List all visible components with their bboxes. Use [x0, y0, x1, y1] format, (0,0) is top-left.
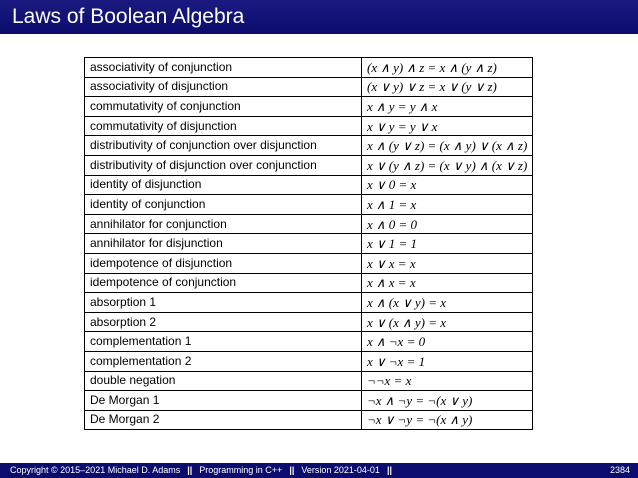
- law-row: [85, 214, 533, 234]
- law-row: [85, 77, 533, 97]
- law-formula: x ∨ 0 = x: [362, 175, 533, 195]
- footer-separator: ||: [187, 465, 193, 475]
- footer-separator: ||: [289, 465, 295, 475]
- law-row: [85, 312, 533, 332]
- page-number: 2384: [609, 465, 630, 475]
- law-name: identity of disjunction: [85, 175, 362, 195]
- law-formula: (x ∧ y) ∧ z = x ∧ (y ∧ z): [362, 58, 533, 78]
- law-row: [85, 273, 533, 293]
- slide-title-bar: [0, 0, 638, 34]
- law-row: [85, 136, 533, 156]
- law-name: commutativity of conjunction: [85, 97, 362, 117]
- footer-version: Version 2021-04-01: [301, 465, 380, 475]
- footer-course: Programming in C++: [199, 465, 283, 475]
- law-row: [85, 391, 533, 411]
- law-formula: x ∧ x = x: [362, 273, 533, 293]
- law-name: complementation 1: [85, 332, 362, 352]
- law-formula: x ∨ 1 = 1: [362, 234, 533, 254]
- boolean-laws-table: [84, 57, 533, 430]
- law-name: absorption 2: [85, 312, 362, 332]
- law-formula: ¬¬x = x: [362, 371, 533, 391]
- law-row: [85, 116, 533, 136]
- law-name: annihilator for conjunction: [85, 214, 362, 234]
- law-name: idempotence of conjunction: [85, 273, 362, 293]
- law-name: De Morgan 1: [85, 391, 362, 411]
- laws-table-body: [85, 58, 533, 430]
- law-formula: x ∨ (x ∧ y) = x: [362, 312, 533, 332]
- law-formula: x ∧ (x ∨ y) = x: [362, 293, 533, 313]
- law-formula: x ∨ ¬x = 1: [362, 351, 533, 371]
- law-name: associativity of conjunction: [85, 58, 362, 78]
- law-name: identity of conjunction: [85, 195, 362, 215]
- law-name: distributivity of disjunction over conjunction: [85, 155, 362, 175]
- law-row: [85, 97, 533, 117]
- footer-info: [10, 463, 399, 478]
- law-formula: (x ∨ y) ∨ z = x ∨ (y ∨ z): [362, 77, 533, 97]
- law-formula: x ∧ 1 = x: [362, 195, 533, 215]
- footer-bar: [0, 463, 638, 478]
- law-name: double negation: [85, 371, 362, 391]
- law-name: complementation 2: [85, 351, 362, 371]
- law-row: [85, 410, 533, 430]
- law-row: [85, 253, 533, 273]
- law-row: [85, 175, 533, 195]
- law-row: [85, 332, 533, 352]
- law-formula: x ∧ (y ∨ z) = (x ∧ y) ∨ (x ∧ z): [362, 136, 533, 156]
- law-row: [85, 293, 533, 313]
- law-name: commutativity of disjunction: [85, 116, 362, 136]
- law-row: [85, 234, 533, 254]
- law-formula: x ∧ ¬x = 0: [362, 332, 533, 352]
- law-row: [85, 351, 533, 371]
- law-formula: x ∨ (y ∧ z) = (x ∨ y) ∧ (x ∨ z): [362, 155, 533, 175]
- law-row: [85, 371, 533, 391]
- law-formula: x ∨ x = x: [362, 253, 533, 273]
- law-name: idempotence of disjunction: [85, 253, 362, 273]
- law-name: distributivity of conjunction over disjunction: [85, 136, 362, 156]
- law-formula: ¬x ∨ ¬y = ¬(x ∧ y): [362, 410, 533, 430]
- law-row: [85, 195, 533, 215]
- law-formula: x ∨ y = y ∨ x: [362, 116, 533, 136]
- law-formula: x ∧ 0 = 0: [362, 214, 533, 234]
- footer-copyright: Copyright © 2015–2021 Michael D. Adams: [10, 465, 181, 475]
- law-name: absorption 1: [85, 293, 362, 313]
- law-formula: x ∧ y = y ∧ x: [362, 97, 533, 117]
- law-name: De Morgan 2: [85, 410, 362, 430]
- law-name: associativity of disjunction: [85, 77, 362, 97]
- law-formula: ¬x ∧ ¬y = ¬(x ∨ y): [362, 391, 533, 411]
- footer-separator: ||: [386, 465, 392, 475]
- law-name: annihilator for disjunction: [85, 234, 362, 254]
- slide-title: Laws of Boolean Algebra: [12, 5, 245, 28]
- law-row: [85, 155, 533, 175]
- law-row: [85, 58, 533, 78]
